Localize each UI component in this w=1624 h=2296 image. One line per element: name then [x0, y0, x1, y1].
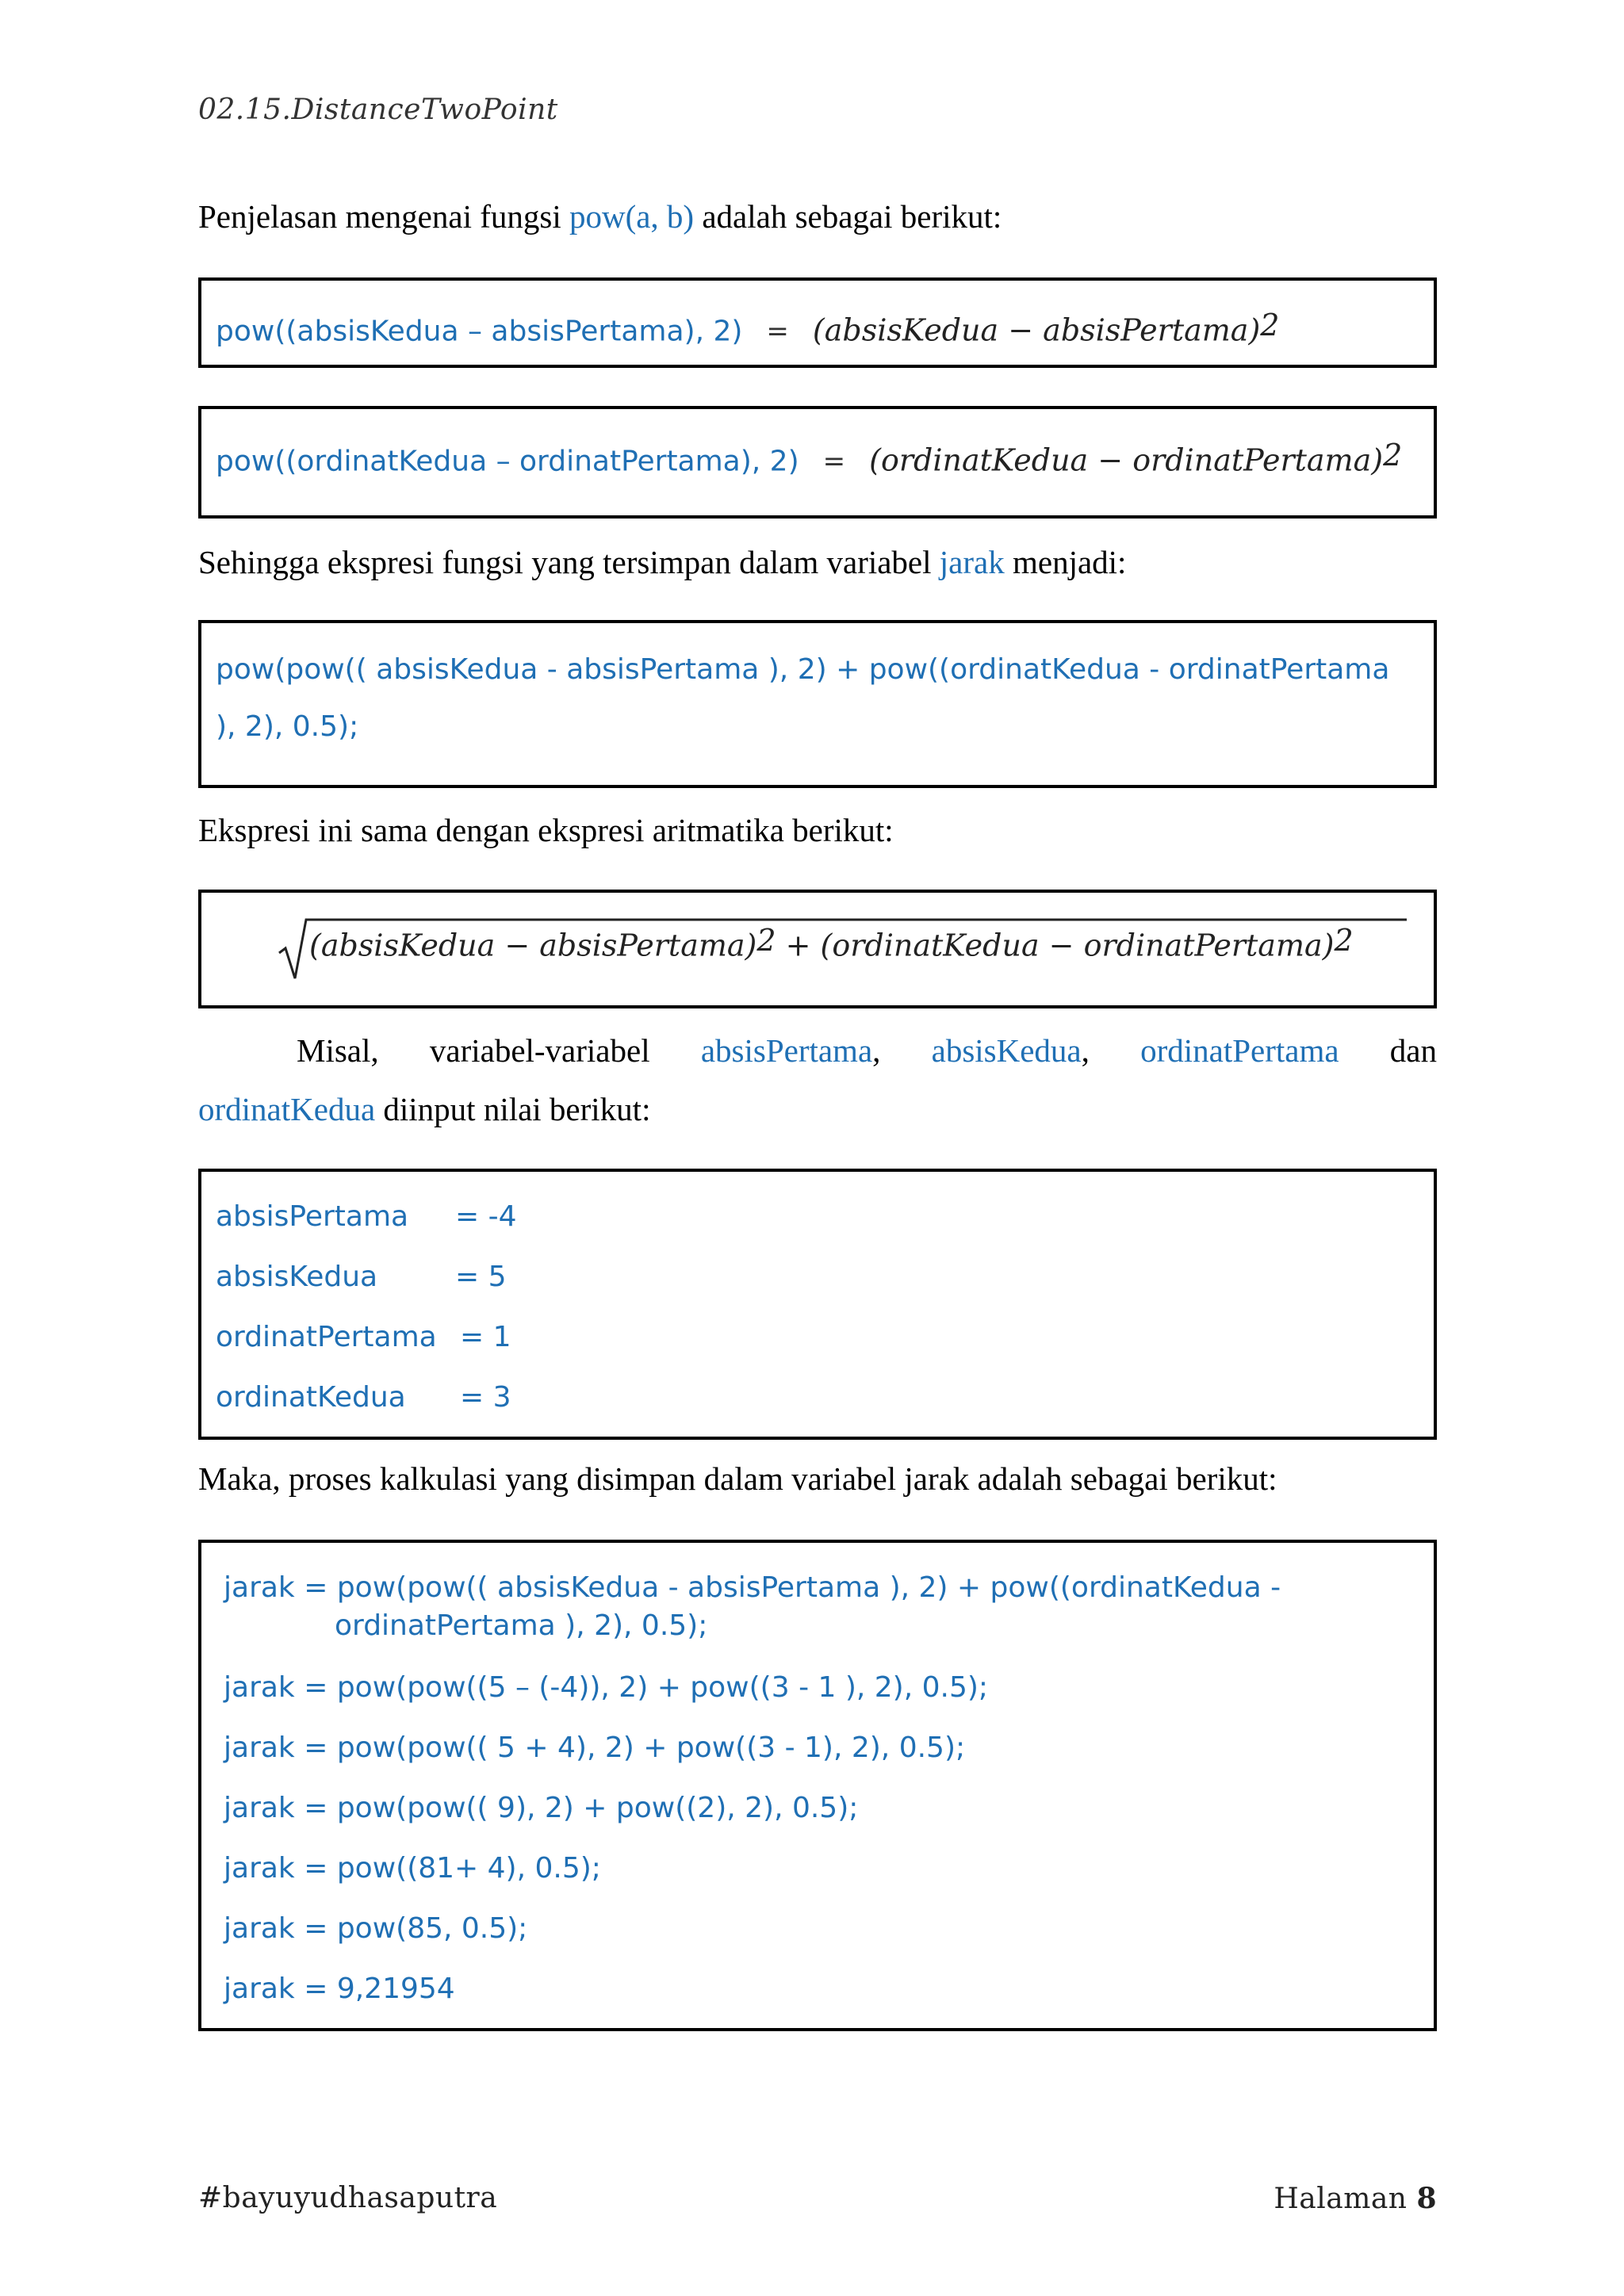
para2-text: Sehingga ekspresi fungsi yang tersimpan dalam variabel [198, 544, 940, 580]
box1-exponent: 2 [1260, 308, 1280, 342]
input-value: = 5 [455, 1261, 507, 1293]
para4-word-variabel: variabel-variabel [429, 1032, 650, 1069]
sqrt-radicand [309, 923, 1354, 962]
paragraph-3: Ekspresi ini sama dengan ekspresi aritmatika berikut: [198, 812, 894, 848]
footer-hashtag: #bayuyudhasaputra [198, 2182, 498, 2214]
calc-line-1a: jarak = pow(pow(( absisKedua - absisPertama ), 2) + pow((ordinatKedua - [224, 1571, 1281, 1604]
input-name: ordinatPertama [216, 1321, 437, 1353]
input-value: = 1 [460, 1321, 511, 1353]
calc-line-4: jarak = pow(pow(( 9), 2) + pow((2), 2), 0.5); [224, 1792, 859, 1824]
input-name: ordinatKedua [216, 1381, 406, 1414]
input-value: = -4 [455, 1200, 517, 1233]
page-label: Halaman [1274, 2183, 1417, 2215]
paragraph-2 [198, 544, 1126, 580]
var-absisKedua: absisKedua [931, 1032, 1082, 1069]
calculation-box [198, 1540, 1437, 2031]
input-value: = 3 [460, 1381, 511, 1414]
sqrt-exp-2: 2 [1334, 923, 1354, 958]
para4-word-dan: dan [1389, 1032, 1437, 1069]
box1-code: pow((absisKedua – absisPertama), 2) [216, 315, 743, 348]
page-number: 8 [1416, 2182, 1437, 2215]
para4-comma-2: , [1081, 1032, 1090, 1069]
intro-text-end: adalah sebagai berikut: [694, 198, 1002, 235]
box1-math: (absisKedua − absisPertama) [812, 312, 1261, 348]
box2-math: (ordinatKedua − ordinatPertama) [869, 442, 1384, 478]
var-ordinatKedua: ordinatKedua [198, 1091, 376, 1127]
para4-rest: diinput nilai berikut: [375, 1091, 651, 1127]
footer-page [1274, 2182, 1437, 2215]
document-header: 02.15.DistanceTwoPoint [198, 94, 558, 126]
sqrt-term-2: (ordinatKedua − ordinatPertama) [820, 928, 1335, 963]
calc-line-5: jarak = pow((81+ 4), 0.5); [224, 1852, 601, 1885]
box1-equals: = [766, 316, 789, 348]
calc-line-7: jarak = 9,21954 [224, 1973, 455, 2005]
formula-box-2 [198, 406, 1437, 519]
sqrt-formula-box [198, 890, 1437, 1008]
sqrt-plus: + [776, 928, 821, 963]
box2-exponent: 2 [1383, 438, 1403, 473]
input-row [216, 1381, 511, 1414]
calc-line-6: jarak = pow(85, 0.5); [224, 1912, 528, 1945]
var-ordinatPertama: ordinatPertama [1140, 1032, 1339, 1069]
calc-line-2: jarak = pow(pow((5 – (-4)), 2) + pow((3 - 1 ), 2), 0.5); [224, 1671, 989, 1704]
input-values-box [198, 1169, 1437, 1440]
calc-line-1b: ordinatPertama ), 2), 0.5); [335, 1609, 708, 1642]
para4-comma-1: , [872, 1032, 881, 1069]
sqrt-exp-1: 2 [756, 923, 776, 958]
para2-highlight: jarak [939, 544, 1005, 580]
var-absisPertama: absisPertama [700, 1032, 873, 1069]
box2-code: pow((ordinatKedua – ordinatPertama), 2) [216, 445, 799, 478]
input-name: absisKedua [216, 1261, 378, 1293]
input-row [216, 1321, 511, 1353]
para2-text-end: menjadi: [1004, 544, 1127, 580]
input-name: absisPertama [216, 1200, 409, 1233]
box3-line-1: pow(pow(( absisKedua - absisPertama ), 2) + pow((ordinatKedua - ordinatPertama [216, 653, 1390, 686]
intro-paragraph [198, 198, 1002, 235]
paragraph-4 [198, 1032, 1437, 1127]
sqrt-term-1: (absisKedua − absisPertama) [309, 928, 757, 963]
intro-highlight: pow(a, b) [569, 198, 695, 235]
para4-word-misal: Misal, [297, 1032, 379, 1069]
code-box-expression [198, 620, 1437, 788]
formula-box-1 [198, 277, 1437, 368]
box2-equals: = [822, 446, 846, 478]
input-row [216, 1200, 517, 1233]
box3-line-2: ), 2), 0.5); [216, 710, 359, 743]
input-row [216, 1261, 507, 1293]
intro-text: Penjelasan mengenai fungsi [198, 198, 569, 235]
paragraph-5: Maka, proses kalkulasi yang disimpan dalam variabel jarak adalah sebagai berikut: [198, 1460, 1277, 1497]
calc-line-3: jarak = pow(pow(( 5 + 4), 2) + pow((3 - 1), 2), 0.5); [224, 1732, 966, 1764]
